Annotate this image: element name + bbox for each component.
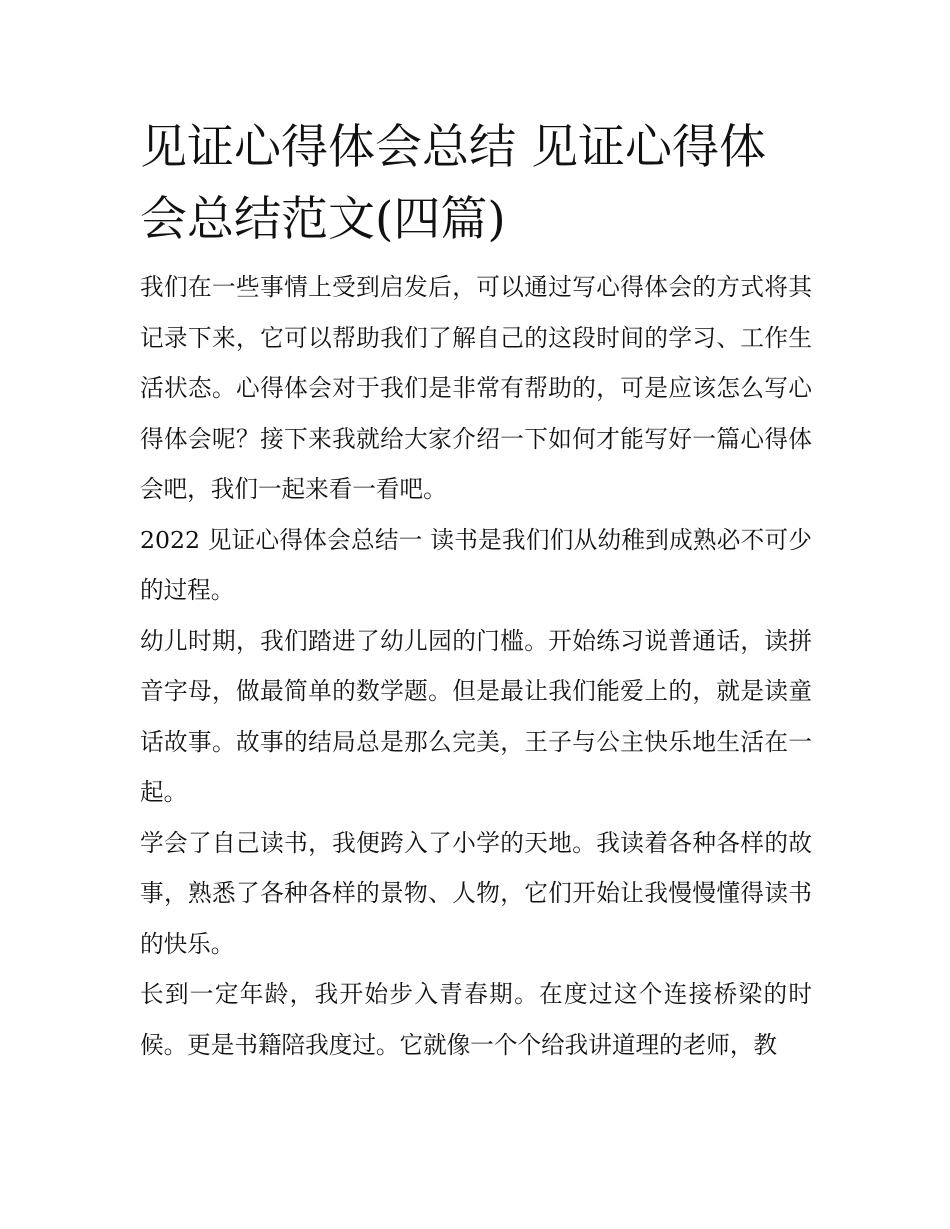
document-title: 见证心得体会总结 见证心得体会总结范文(四篇) bbox=[140, 120, 766, 247]
body-paragraph: 长到一定年龄，我开始步入青春期。在度过这个连接桥梁的时候。更是书籍陪我度过。它就像一个个给我讲道理的老师，教 bbox=[140, 980, 812, 1059]
document-body bbox=[140, 112, 812, 1070]
intro-paragraph: 我们在一些事情上受到启发后，可以通过写心得体会的方式将其记录下来，它可以帮助我们了解自己的这段时间的学习、工作生活状态。心得体会对于我们是非常有帮助的，可是应该怎么写心得体会呢？接下来我就给大家介绍一下如何才能写好一篇心得体会吧，我们一起来看一看吧。 bbox=[140, 273, 812, 503]
body-paragraph: 学会了自己读书，我便跨入了小学的天地。我读着各种各样的故事，熟悉了各种各样的景物、人物，它们开始让我慢慢懂得读书的快乐。 bbox=[140, 828, 812, 958]
body-paragraph: 幼儿时期，我们踏进了幼儿园的门槛。开始练习说普通话，读拼音字母，做最简单的数学题。但是最让我们能爱上的，就是读童话故事。故事的结局总是那么完美，王子与公主快乐地生活在一起。 bbox=[140, 626, 812, 806]
section-heading-paragraph: 2022 见证心得体会总结一 读书是我们们从幼稚到成熟必不可少的过程。 bbox=[140, 525, 812, 604]
